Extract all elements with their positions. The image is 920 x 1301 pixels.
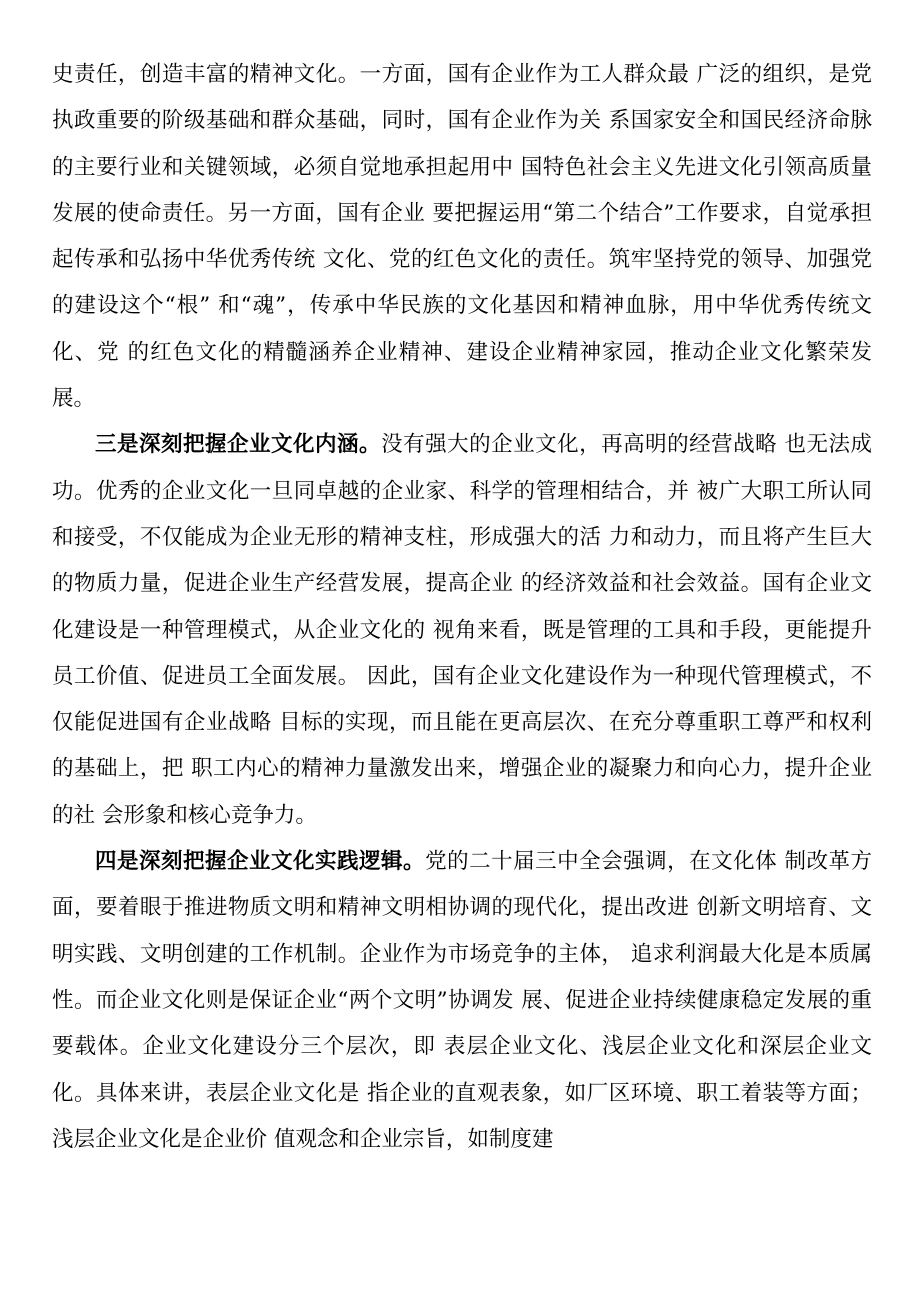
paragraph-3 xyxy=(52,839,872,1163)
paragraph-1-text: 史责任，创造丰富的精神文化。一方面，国有企业作为工人群众最 广泛的组织，是党执政重要的阶级基础和群众基础，同时，国有企业作为关 系国家安全和国民经济命脉的主要行业和关键领域，必须自觉地承担起用中 国特色社会主义先进文化引领高质量发展的使命责任。另一方面，国有企业 要把握运用“第二个结合”工作要求，自觉承担起传承和弘扬中华优秀传统 文化、党的红色文化的责任。筑牢坚持党的领导、加强党的建设这个“根” 和“魂”，传承中华民族的文化基因和精神血脉，用中华优秀传统文化、党 的红色文化的精髓涵养企业精神、建设企业精神家园，推动企业文化繁荣发 展。 xyxy=(52,62,872,412)
paragraph-2-lead: 三是深刻把握企业文化内涵。 xyxy=(95,432,382,458)
paragraph-2-text: 没有强大的企业文化，再高明的经营战略 也无法成功。优秀的企业文化一旦同卓越的企业家、科学的管理相结合，并 被广大职工所认同和接受，不仅能成为企业无形的精神支柱，形成强大的活 力和动力，而且将产生巨大的物质力量，促进企业生产经营发展，提高企业 的经济效益和社会效益。国有企业文化建设是一种管理模式，从企业文化的 视角来看，既是管理的工具和手段，更能提升员工价值、促进员工全面发展。 因此，国有企业文化建设作为一种现代管理模式，不仅能促进国有企业战略 目标的实现，而且能在更高层次、在充分尊重职工尊严和权利的基础上，把 职工内心的精神力量激发出来，增强企业的凝聚力和向心力，提升企业的社 会形象和核心竞争力。 xyxy=(52,432,872,828)
paragraph-3-text: 党的二十届三中全会强调，在文化体 制改革方面，要着眼于推进物质文明和精神文明相协调的现代化，提出改进 创新文明培育、文明实践、文明创建的工作机制。企业作为市场竞争的主体， 追求利润最大化是本质属性。而企业文化则是保证企业“两个文明”协调发 展、促进企业持续健康稳定发展的重要载体。企业文化建设分三个层次，即 表层企业文化、浅层企业文化和深层企业文化。具体来讲，表层企业文化是 指企业的直观表象，如厂区环境、职工着装等方面；浅层企业文化是企业价 值观念和企业宗旨，如制度建 xyxy=(52,849,872,1152)
paragraph-2 xyxy=(52,422,872,839)
paragraph-1 xyxy=(52,52,872,422)
paragraph-3-lead: 四是深刻把握企业文化实践逻辑。 xyxy=(95,849,426,875)
document-page xyxy=(52,52,872,1163)
